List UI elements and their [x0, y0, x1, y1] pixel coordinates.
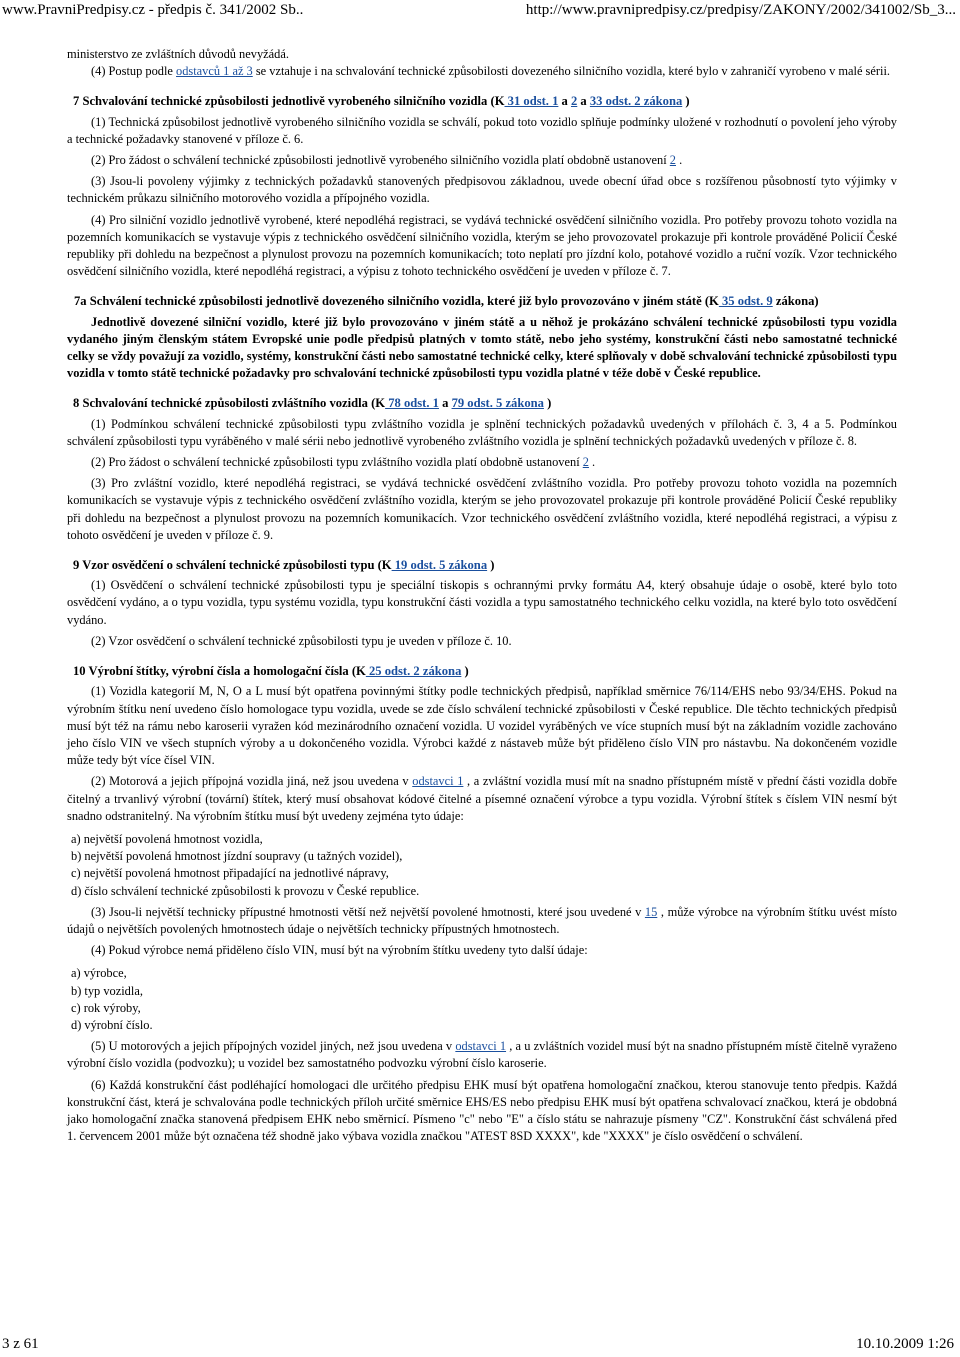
browser-print-footer: [0, 1336, 960, 1356]
browser-print-header: [0, 2, 960, 22]
paragraph: (2) Pro žádost o schválení technické způsobilosti typu zvláštního vozidla platí obdobně ustanovení 2 .: [91, 455, 596, 470]
link-79-odst-5[interactable]: 79 odst. 5 zákona: [451, 396, 544, 411]
header-url: http://www.pravnipredpisy.cz/predpisy/ZAKONY/2002/341002/Sb_3...: [525, 2, 956, 18]
paragraph: (1) Technická způsobilost jednotlivě vyrobeného silničního vozidla se schválí, pokud toto vozidlo splňuje podmínky uložené v rozhodnutí o povolení jeho výroby a technické požadavky stanovené v příloze č. 6.: [67, 114, 897, 146]
link-ustanoveni-2[interactable]: 2: [582, 455, 589, 470]
link-78-odst-1[interactable]: 78 odst. 1: [385, 396, 439, 411]
list-item: b) typ vozidla,: [71, 983, 143, 998]
section-heading-9: 9 Vzor osvědčení o schválení technické způsobilosti typu (K 19 odst. 5 zákona ): [73, 558, 495, 573]
link-31-odst-1[interactable]: 31 odst. 1: [504, 94, 559, 109]
link-25-odst-2[interactable]: 25 odst. 2 zákona: [365, 664, 462, 679]
paragraph: (4) Pokud výrobce nemá přiděleno číslo VIN, musí být na výrobním štítku uvedeny tyto další údaje:: [91, 943, 588, 958]
page-number: 3 z 61: [2, 1336, 39, 1352]
paragraph: (3) Jsou-li největší technicky přípustné hmotnosti větší než největší povolené hmotnosti, které jsou uvedené v 15 , může výrobce na výrobním štítku uvést místo údajů o největších povolených hmotnostech údaje o největších technicky přípustných hmotnostech.: [67, 904, 897, 936]
list-item: b) největší povolená hmotnost jízdní soupravy (u tažných vozidel),: [71, 849, 403, 864]
paragraph: Jednotlivě dovezené silniční vozidlo, které již bylo provozováno v jiném státě a u něhož je prokázáno schválení technické způsobilosti typu vozidla vydaného jiným členským státem Evropské unie podle předpisů platných v tomto státě, nebo jeho systémy, konstrukční části nebo samostatné technické celky se vždy považují za vozidlo, systémy, konstrukční části nebo samostatné technické celky, které splňovaly v době schvalování technické způsobilosti typu vozidla v tomto státě technické požadavky pro schvalování technické způsobilosti typu vozidla platné v téže době v České republice.: [67, 314, 897, 381]
list-extra-data: [69, 965, 897, 1034]
paragraph: (1) Osvědčení o schválení technické způsobilosti typu je speciální tiskopis s ochrannými prvky formátu A4, který obsahuje údaje o osobě, které bylo toto osvědčení vydáno, a o typu vozidla, typu systému vozidla, typu konstrukční části vozidla a typu samostatného technického celku vozidla, na které bylo toto osvědčení vydáno.: [67, 578, 897, 627]
paragraph: (3) Pro zvláštní vozidlo, které nepodléhá registraci, se vydává technické osvědčení zvláštního vozidla. Pro potřeby provozu tohoto vozidla na pozemních komunikacích se vystavuje výpis z technického osvědčení zvláštního vozidla, kterým se jeho provozovatel prokazuje při kontrole prováděné Policií České republiky při dohledu na bezpečnost a plynulost provozu na pozemních komunikacích. Vzor technického osvědčení zvláštního vozidla, které nepodléhá registraci, a výpisu z tohoto osvědčení je uveden v příloze č. 9.: [67, 476, 897, 542]
link-odstavci-1[interactable]: odstavci 1: [412, 774, 464, 789]
section-heading-8: 8 Schvalování technické způsobilosti zvláštního vozidla (K 78 odst. 1 a 79 odst. 5 zákona ): [73, 396, 552, 411]
document-body: [67, 46, 897, 1145]
section-heading-7: 7 Schvalování technické způsobilosti jednotlivě vyrobeného silničního vozidla (K 31 odst. 1 a 2 a 33 odst. 2 zákona ): [73, 94, 690, 109]
paragraph: (2) Vzor osvědčení o schválení technické způsobilosti typu je uveden v příloze č. 10.: [91, 633, 512, 648]
link-odstavci-1[interactable]: odstavci 1: [455, 1039, 507, 1054]
paragraph: (2) Pro žádost o schválení technické způsobilosti jednotlivě vyrobeného silničního vozidla platí obdobně ustanovení 2 .: [91, 153, 683, 168]
paragraph: (1) Vozidla kategorií M, N, O a L musí být opatřena povinnými štítky podle technických předpisů, například směrnice 76/114/EHS nebo 93/34/EHS. Pokud na výrobním štítku není uvedeno číslo homologace typu vozidla, uvede se zde číslo schválení technické způsobilosti v České republice. Dle těchto technických předpisů musí být též na rámu nebo karoserii vyražen kód mezinárodního označení vozidla. U vozidel vyráběných ve více stupních musí být na základním vozidle zachováno jeho číslo VIN ve všech stupních výroby a u dokončeného vozidla. Výrobci každé z nástaveb může být přiděleno číslo VIN pro nástavbu. Na dokončeném vozidle může tedy být více čísel VIN.: [67, 684, 897, 768]
link-33-odst-2[interactable]: 33 odst. 2 zákona: [589, 94, 683, 109]
list-item: c) největší povolená hmotnost připadající na jednotlivé nápravy,: [71, 866, 389, 881]
link-19-odst-5[interactable]: 19 odst. 5 zákona: [391, 558, 488, 573]
list-required-data: [69, 831, 897, 900]
link-ustanoveni-2[interactable]: 2: [669, 153, 676, 168]
paragraph: (3) Jsou-li povoleny výjimky z technických požadavků stanovených předpisovou základnou, uvede obecní úřad obce s rozšířenou působností tyto výjimky v technickém průkazu silničního motorového vozidla a přípojného vozidla.: [67, 174, 897, 206]
link-15[interactable]: 15: [644, 904, 658, 919]
list-item: a) největší povolená hmotnost vozidla,: [71, 831, 263, 846]
paragraph: (6) Každá konstrukční část podléhající homologaci dle určitého předpisu EHK musí být opatřena homologační značkou, kterou stanovuje tento předpis. Každá konstrukční část, která je schvalována podle technických příloh určité směrnice EHS/ES nebo předpisu EHK musí být opatřena schvalovací značkou, která je obdobná jako homologační značka stanovená předpisem EHK nebo směrnicí. Písmeno "c" nebo "E" a číslo státu se nahrazuje písmeny "CZ". Konstrukční část schválená před 1. červencem 2001 může být označena též shodně jako výbava vozidla značkou "ATEST 8SD XXXX", kde "XXXX" je číslo osvědčení o schválení.: [67, 1077, 897, 1144]
list-item: a) výrobce,: [71, 966, 127, 981]
header-site-title: www.PravniPredpisy.cz - předpis č. 341/2002 Sb..: [2, 2, 304, 18]
list-item: d) číslo schválení technické způsobilosti k provozu v České republice.: [71, 883, 420, 898]
paragraph: (4) Pro silniční vozidlo jednotlivě vyrobené, které nepodléhá registraci, se vydává technické osvědčení silničního vozidla. Pro potřeby provozu tohoto vozidla na pozemních komunikacích se vystavuje výpis z technického osvědčení silničního vozidla, kterým se jeho provozovatel prokazuje při kontrole prováděné Policií České republiky při dohledu na bezpečnost a plynulost provozu na pozemních komunikacích; toto neplatí pro jízdní kolo, potahové vozidlo a ruční vozík. Vzor technického osvědčení silničního vozidla, které nepodléhá registraci, a výpisu z tohoto technického osvědčení je uveden v příloze č. 7.: [67, 212, 897, 279]
paragraph: (5) U motorových a jejich přípojných vozidel jiných, než jsou uvedena v odstavci 1 , a u zvláštních vozidel musí být na snadno přístupném místě čitelně vyraženo výrobní číslo vozidla (podvozku); u vozidel bez samostatného podvozku výrobní číslo karoserie.: [67, 1039, 897, 1071]
list-item: c) rok výroby,: [71, 1000, 141, 1015]
link-2[interactable]: 2: [570, 94, 578, 109]
print-datetime: 10.10.2009 1:26: [856, 1336, 954, 1352]
paragraph: (2) Motorová a jejich přípojná vozidla jiná, než jsou uvedena v odstavci 1 , a zvláštní vozidla musí mít na snadno přístupném místě v přední části vozidla dobře čitelný a trvanlivý výrobní (tovární) štítek, který musí obsahovat kódové čitelné a písemné označení výrobce a typu vozidla. Výrobní štítek s číslem VIN nesmí být snadno odstranitelný. Na výrobním štítku musí být uvedeny zejména tyto údaje:: [67, 774, 897, 823]
section-heading-7a: 7a Schválení technické způsobilosti jednotlivě dovezeného silničního vozidla, které již bylo provozováno v jiném státě (K 35 odst. 9 zákona): [74, 294, 819, 309]
link-odstavcu-1-3[interactable]: odstavců 1 až 3: [176, 64, 253, 79]
paragraph: (1) Podmínkou schválení technické způsobilosti typu zvláštního vozidla je splnění technických požadavků uvedených v přílohách č. 3, 4 a 5. Podmínkou schválení způsobilosti typu vyráběného v malé sérii nebo jednotlivě vyrobeného zvláštního vozidla je splnění technických požadavků uvedených v příloze č. 8.: [67, 416, 897, 448]
paragraph: ministerstvo ze zvláštních důvodů nevyžádá.: [67, 47, 289, 61]
link-35-odst-9[interactable]: 35 odst. 9: [718, 294, 773, 309]
section-heading-10: 10 Výrobní štítky, výrobní čísla a homologační čísla (K 25 odst. 2 zákona ): [73, 664, 469, 679]
paragraph: (4) Postup podle odstavců 1 až 3 se vztahuje i na schvalování technické způsobilosti dovezeného silničního vozidla, které bylo v zahraničí vyrobeno v malé sérii.: [91, 64, 890, 79]
list-item: d) výrobní číslo.: [71, 1017, 153, 1032]
